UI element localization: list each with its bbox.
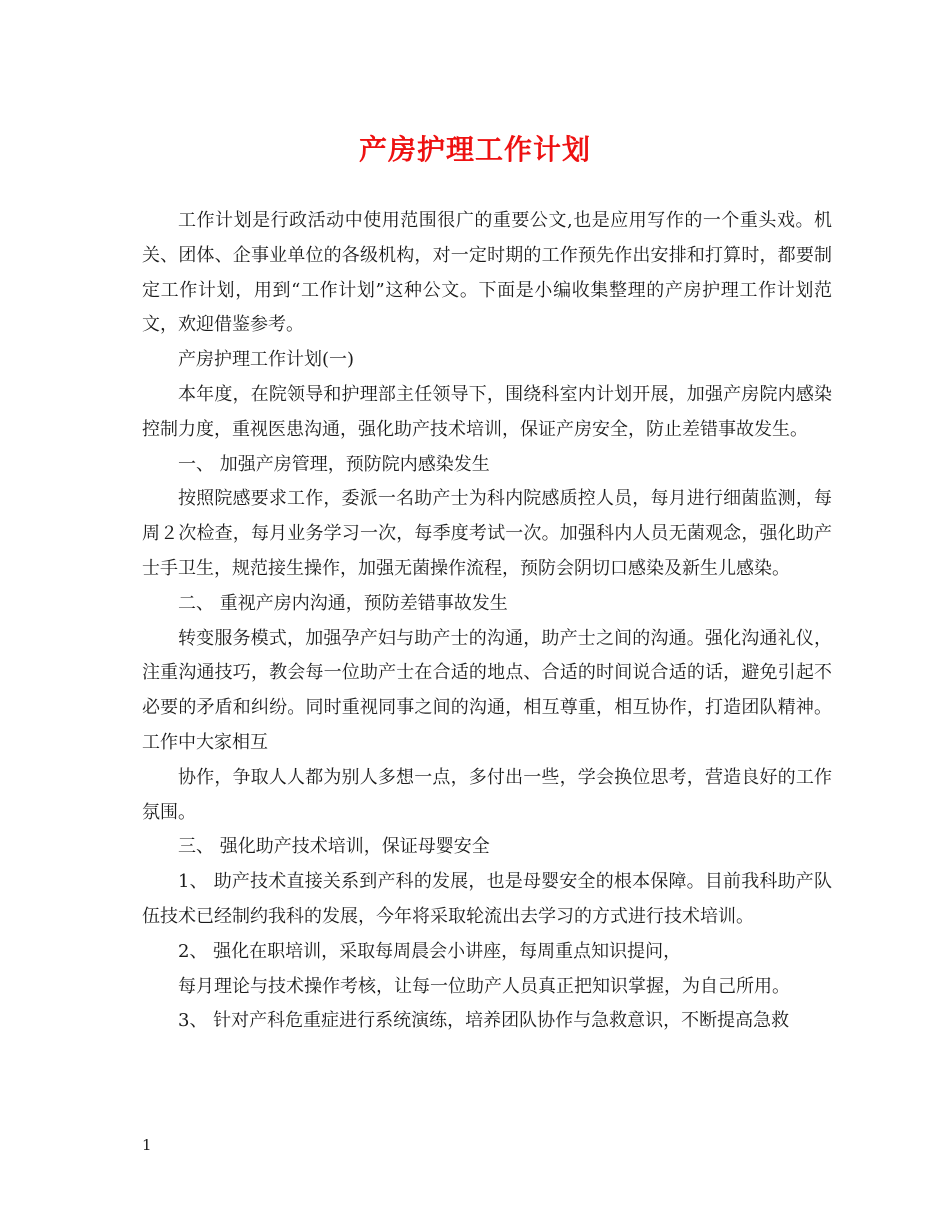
paragraph-section-1: 按照院感要求工作，委派一名助产士为科内院感质控人员，每月进行细菌监测，每周２次检查，每月业务学习一次，每季度考试一次。加强科内人员无菌观念，强化助产士手卫生，规范接生操作，加强无菌操作流程，预防会阴切口感染及新生儿感染。 — [142, 488, 832, 579]
list-item-3: 3、 针对产科危重症进行系统演练，培养团队协作与急救意识，不断提高急救 — [178, 1010, 790, 1032]
section-heading-2: 二、 重视产房内沟通，预防差错事故发生 — [178, 592, 508, 614]
section-heading-3: 三、 强化助产技术培训，保证母婴安全 — [178, 836, 490, 858]
paragraph-plan-heading: 产房护理工作计划(一) — [178, 349, 355, 371]
list-item-1: 1、 助产技术直接关系到产科的发展，也是母婴安全的根本保障。目前我科助产队伍技术已经制约我科的发展，今年将采取轮流出去学习的方式进行技术培训。 — [142, 871, 832, 927]
page-title: 产房护理工作计划 — [358, 133, 591, 166]
page-number: 1 — [142, 1136, 152, 1154]
paragraph-intro: 工作计划是行政活动中使用范围很广的重要公文,也是应用写作的一个重头戏。机关、团体、企事业单位的各级机构，对一定时期的工作预先作出安排和打算时，都要制定工作计划，用到“工作计划”这种公文。下面是小编收集整理的产房护理工作计划范文，欢迎借鉴参考。 — [142, 210, 832, 336]
section-heading-1: 一、 加强产房管理，预防院内感染发生 — [178, 453, 490, 475]
paragraph-section-2a: 转变服务模式，加强孕产妇与助产士的沟通，助产士之间的沟通。强化沟通礼仪，注重沟通技巧，教会每一位助产士在合适的地点、合适的时间说合适的话，避免引起不必要的矛盾和纠纷。同时重视同事之间的沟通，相互尊重，相互协作，打造团队精神。工作中大家相互 — [142, 627, 832, 753]
list-item-2: 2、 强化在职培训，采取每周晨会小讲座，每周重点知识提问， — [178, 940, 682, 962]
document-body — [142, 204, 832, 1039]
list-item-2-continued: 每月理论与技术操作考核，让每一位助产人员真正把知识掌握，为自己所用。 — [178, 975, 790, 997]
paragraph-section-2b: 协作，争取人人都为别人多想一点，多付出一些，学会换位思考，营造良好的工作氛围。 — [142, 766, 832, 823]
paragraph-overview: 本年度，在院领导和护理部主任领导下，围绕科室内计划开展，加强产房院内感染控制力度，重视医患沟通，强化助产技术培训，保证产房安全，防止差错事故发生。 — [142, 383, 832, 440]
